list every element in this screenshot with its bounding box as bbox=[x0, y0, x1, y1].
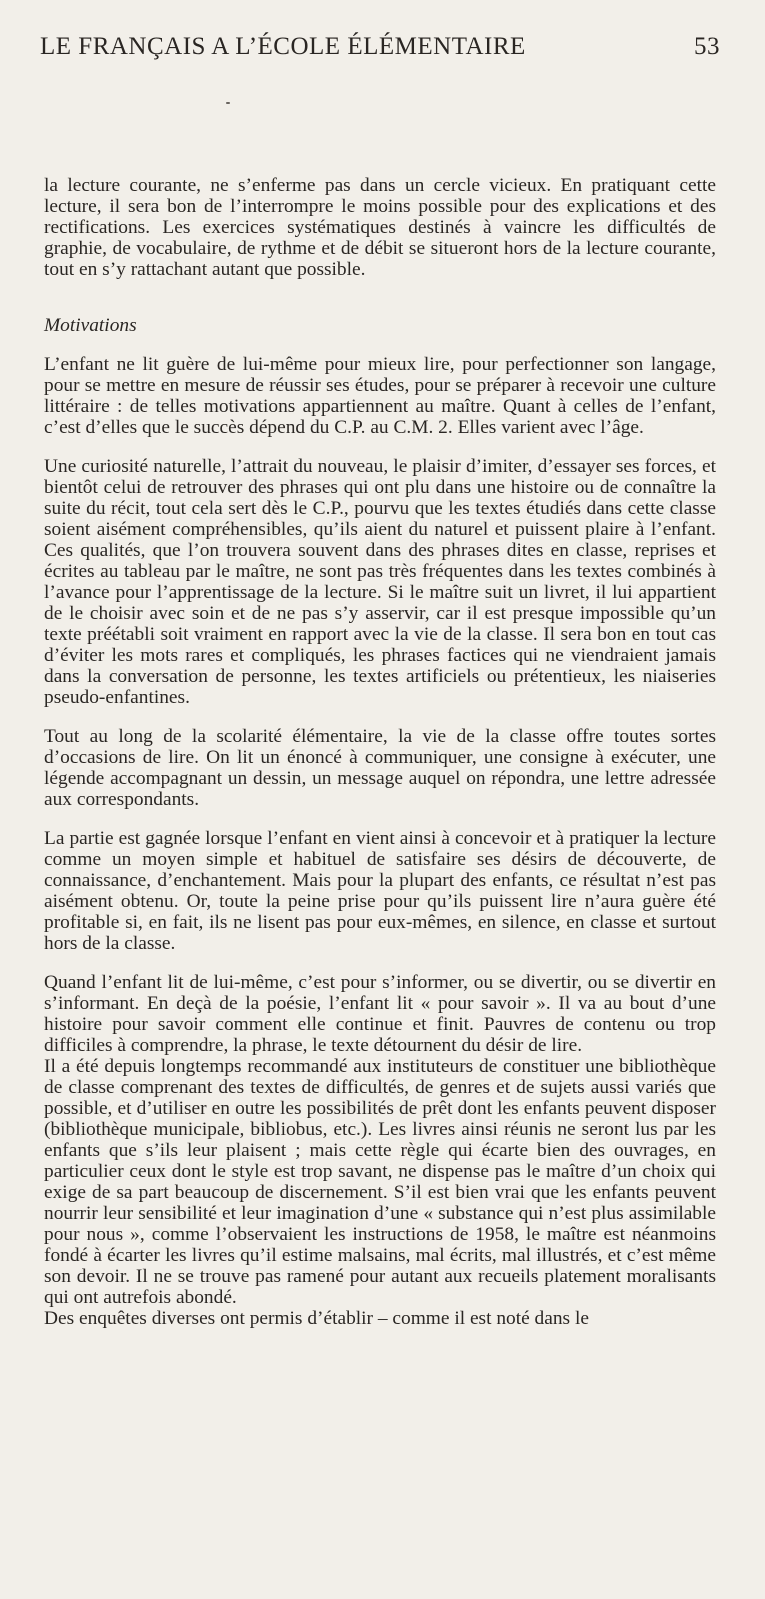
paragraph: Tout au long de la scolarité élémentaire, la vie de la classe offre toutes sortes d’occasions de lire. On lit un énoncé à communiquer, une consigne à exécuter, une légende accompagnant un dessin, un message auquel on répondra, une lettre adressée aux correspondants. bbox=[44, 726, 716, 810]
print-speck bbox=[226, 102, 230, 104]
paragraph: Quand l’enfant lit de lui-même, c’est pour s’informer, ou se divertir, ou se divertir en s’informant. En deçà de la poésie, l’enfant lit « pour savoir ». Il va au bout d’une histoire pour savoir comment elle continue et finit. Pauvres de contenu ou trop difficiles à comprendre, la phrase, le texte détournent du désir de lire. bbox=[44, 972, 716, 1056]
paragraph: Des enquêtes diverses ont permis d’établir – comme il est noté dans le bbox=[44, 1308, 589, 1329]
paragraph: L’enfant ne lit guère de lui-même pour mieux lire, pour perfectionner son langage, pour se mettre en mesure de réussir ses études, pour se préparer à recevoir une culture littéraire : de telles motivations appartiennent au maître. Quant à celles de l’enfant, c’est d’elles que le succès dépend du C.P. au C.M. 2. Elles varient avec l’âge. bbox=[44, 354, 716, 438]
paragraph: La partie est gagnée lorsque l’enfant en vient ainsi à concevoir et à pratiquer la lecture comme un moyen simple et habituel de satisfaire ses désirs de découverte, de connaissance, d’enchantement. Mais pour la plupart des enfants, ce résultat n’est pas aisément obtenu. Or, toute la peine prise pour qu’ils puissent lire n’aura guère été profitable si, en fait, ils ne lisent pas pour eux-mêmes, en silence, en classe et surtout hors de la classe. bbox=[44, 828, 716, 954]
running-title: LE FRANÇAIS A L’ÉCOLE ÉLÉMENTAIRE bbox=[40, 33, 526, 60]
page-body bbox=[44, 175, 716, 1329]
paragraph: Il a été depuis longtemps recommandé aux instituteurs de constituer une bibliothèque de classe comprenant des textes de difficultés, de genres et de sujets aussi variés que possible, et d’utiliser en outre les possibilités de prêt dont les enfants peuvent disposer (bibliothèque municipale, bibliobus, etc.). Les livres ainsi réunis ne seront lus par les enfants que s’ils leur plaisent ; mais cette règle qui écarte bien des ouvrages, en particulier ceux dont le style est trop savant, ne dispense pas le maître d’un choix qui exige de sa part beaucoup de discernement. S’il est bien vrai que les enfants peuvent nourrir leur sensibilité et leur imagination d’une « substance qui n’est plus assimilable pour nous », comme l’observaient les instructions de 1958, le maître est néanmoins fondé à écarter les livres qu’il estime malsains, mal écrits, mal illustrés, et c’est même son devoir. Il ne se trouve pas ramené pour autant aux recueils platement moralisants qui ont autrefois abondé. bbox=[44, 1056, 716, 1308]
running-header bbox=[40, 34, 720, 59]
paragraph: Une curiosité naturelle, l’attrait du nouveau, le plaisir d’imiter, d’essayer ses forces, et bientôt celui de retrouver des phrases qui ont plu dans une histoire ou de connaître la suite du récit, tout cela sert dès le C.P., pourvu que les textes étudiés dans cette classe soient aisément compréhensibles, qu’ils aient du naturel et puissent plaire à l’enfant. Ces qualités, que l’on trouvera souvent dans des phrases dites en classe, reprises et écrites au tableau par le maître, ne sont pas très fréquentes dans les textes combinés à l’avance pour l’apprentissage de la lecture. Si le maître suit un livret, il lui appartient de le choisir avec soin et de ne pas s’y asservir, car il est presque impossible qu’un texte préétabli soit vraiment en rapport avec la vie de la classe. Il sera bon en tout cas d’éviter les mots rares et compliqués, les phrases factices qui ne viendraient jamais dans la conversation de personne, les textes artificiels ou prétentieux, les niaiseries pseudo-enfantines. bbox=[44, 456, 716, 708]
paragraph-intro: la lecture courante, ne s’enferme pas dans un cercle vicieux. En pratiquant cette lecture, il sera bon de l’interrompre le moins possible pour des explications et des rectifications. Les exercices systématiques destinés à vaincre les difficultés de graphie, de vocabulaire, de rythme et de débit se situeront hors de la lecture courante, tout en s’y rattachant autant que possible. bbox=[44, 175, 716, 280]
page-number: 53 bbox=[694, 33, 720, 60]
section-heading: Motivations bbox=[44, 315, 137, 336]
